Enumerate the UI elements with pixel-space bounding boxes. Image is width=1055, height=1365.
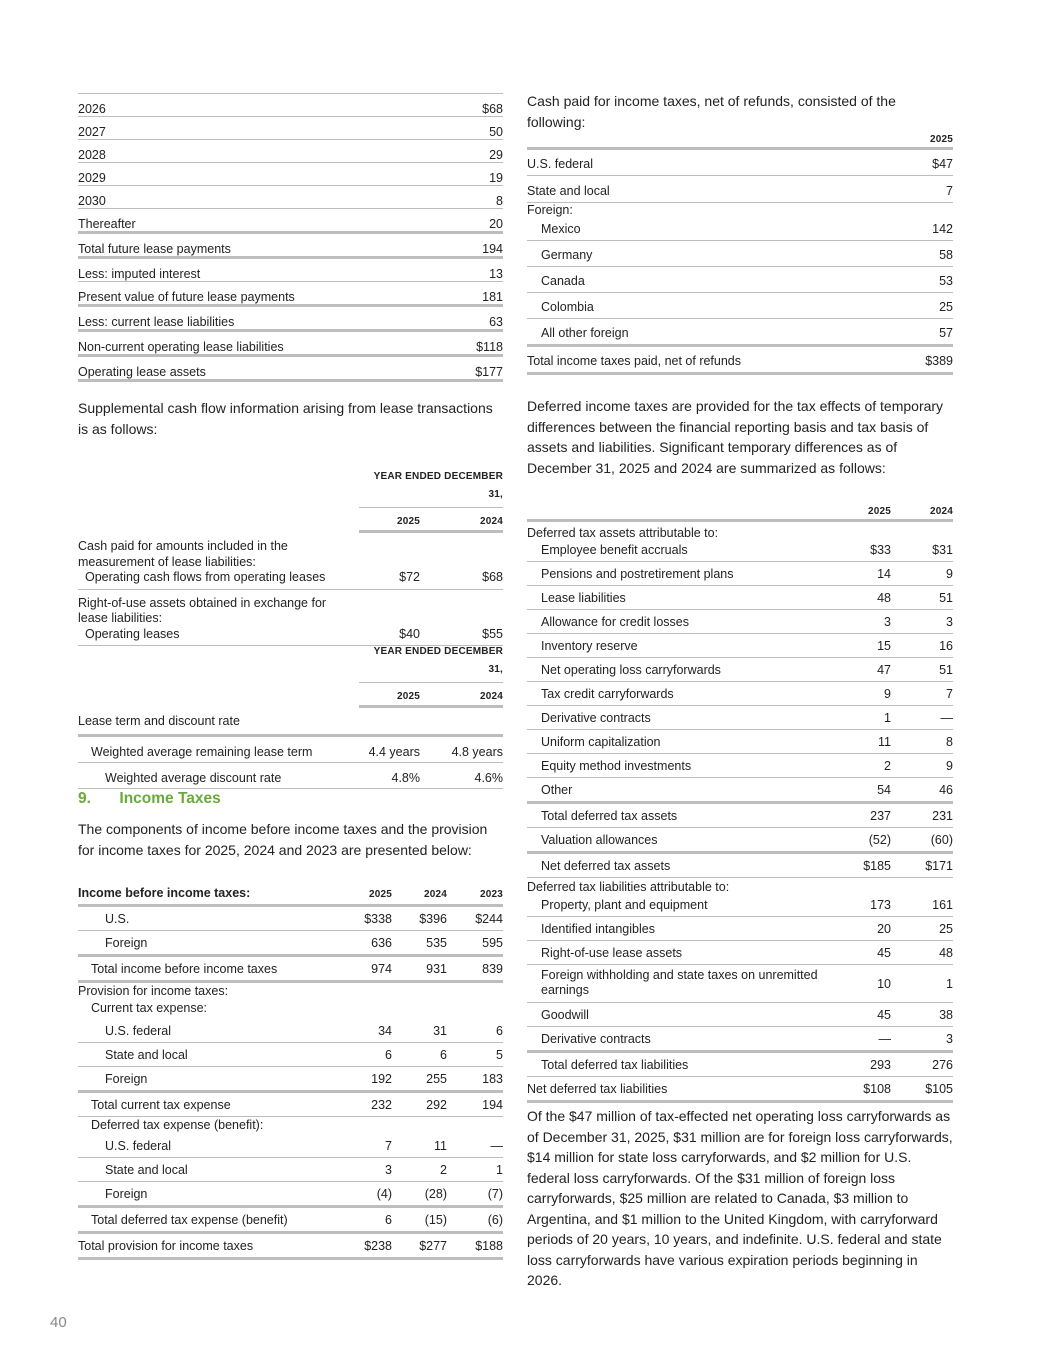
deferred-liab-row	[527, 1027, 953, 1053]
row-label: Valuation allowances	[541, 833, 658, 847]
lease-payment-row	[78, 306, 503, 331]
value-2024: 3	[946, 1032, 953, 1046]
lease-payment-row	[78, 117, 503, 140]
row-label: Uniform capitalization	[541, 735, 661, 749]
group2-2024: $55	[482, 626, 503, 641]
row-label: Colombia	[541, 300, 594, 314]
total-liab-row	[527, 1053, 953, 1077]
row-label: U.S. federal	[105, 1139, 172, 1153]
value-2025: $33	[870, 543, 891, 557]
row-label: Right-of-use lease assets	[541, 946, 683, 960]
row-value: 63	[455, 306, 503, 331]
value-2024: 4.8 years	[451, 745, 503, 759]
income-taxes-paragraph: The components of income before income taxes and the provision for income taxes for 2025, 2024 and 2023 are presented below:	[78, 821, 488, 858]
group2-line1: Right-of-use assets obtained in exchange for	[78, 595, 327, 610]
current-tax-row	[78, 1019, 503, 1043]
value-2025: 7	[385, 1139, 392, 1153]
deferred-asset-row	[527, 586, 953, 610]
row-label: 2026	[78, 94, 455, 117]
value-2025: 20	[877, 922, 891, 936]
row-label: U.S. federal	[527, 157, 594, 171]
row-value: 20	[455, 209, 503, 233]
value-2025: 47	[877, 663, 891, 677]
value-2024: 535	[426, 936, 447, 950]
lease-payment-row	[78, 140, 503, 163]
lease-payment-row	[78, 282, 503, 306]
value-2023: 839	[482, 962, 503, 976]
row-label: Total income before income taxes	[91, 962, 278, 976]
foreign-country-row	[527, 267, 953, 293]
row-label: 2029	[78, 163, 455, 186]
supplemental-paragraph: Supplemental cash flow information arising from lease transactions is as follows:	[78, 400, 493, 437]
value-2024: 51	[939, 663, 953, 677]
row-label: Pensions and postretirement plans	[541, 567, 734, 581]
value-2024: 6	[440, 1048, 447, 1062]
value-2024: $277	[419, 1239, 447, 1253]
row-label: Tax credit carryforwards	[541, 687, 674, 701]
lease-payment-row	[78, 186, 503, 209]
deferred-asset-row	[527, 610, 953, 634]
value-2024: 3	[946, 615, 953, 629]
col-2025: 2025	[396, 691, 420, 702]
deferred-asset-row	[527, 658, 953, 682]
deferred-asset-row	[527, 706, 953, 730]
row-label: Deferred tax expense (benefit):	[91, 1118, 264, 1132]
cash-paid-table	[527, 130, 953, 375]
value-2023: 183	[482, 1072, 503, 1086]
row-label: Employee benefit accruals	[541, 543, 688, 557]
row-label: Provision for income taxes:	[78, 984, 229, 998]
row-label: Allowance for credit losses	[541, 615, 689, 629]
row-value: 29	[455, 140, 503, 163]
row-value: 194	[455, 233, 503, 258]
row-value: $177	[455, 356, 503, 381]
value-2025: 6	[385, 1213, 392, 1227]
income-taxes-table	[78, 882, 503, 1260]
lease-term-table	[78, 641, 503, 789]
row-value: 19	[455, 163, 503, 186]
liab-label-row	[527, 878, 953, 898]
row-label: Income before income taxes:	[78, 886, 251, 900]
value-2024: (60)	[930, 833, 953, 847]
value-2025: 237	[870, 809, 891, 823]
total-provision-row	[78, 1234, 503, 1260]
group1-2024: $68	[482, 570, 503, 584]
lease-payment-row	[78, 163, 503, 186]
value-2024: 276	[932, 1058, 953, 1072]
row-label: Foreign	[105, 1072, 148, 1086]
us-federal-row	[527, 150, 953, 176]
lease-term-row	[78, 737, 503, 763]
row-label: Total income taxes paid, net of refunds	[527, 354, 742, 368]
row-label: Lease liabilities	[541, 591, 626, 605]
row-label: Other	[541, 783, 573, 797]
deferred-asset-row	[527, 562, 953, 586]
foreign-country-row	[527, 241, 953, 267]
value-2025: 48	[877, 591, 891, 605]
value-2025: 45	[877, 946, 891, 960]
row-label: Total deferred tax expense (benefit)	[91, 1213, 288, 1227]
value-2025: 636	[371, 936, 392, 950]
row-label: Total provision for income taxes	[78, 1239, 254, 1253]
value-2024: 4.6%	[474, 771, 503, 785]
value-2024: 25	[939, 922, 953, 936]
page-number: 40	[50, 1314, 67, 1331]
row-label: Total current tax expense	[91, 1098, 231, 1112]
row-label: Inventory reserve	[541, 639, 638, 653]
foreign-row	[78, 931, 503, 957]
value-2024: (15)	[424, 1213, 447, 1227]
lease-payment-row	[78, 258, 503, 282]
col-2025: 2025	[929, 134, 953, 145]
deferred-table	[527, 503, 953, 1103]
value-2024: 9	[946, 759, 953, 773]
row-label: Weighted average remaining lease term	[91, 745, 313, 759]
row-label: Net operating loss carryforwards	[541, 663, 721, 677]
row-value: 181	[455, 282, 503, 306]
value-2023: 595	[482, 936, 503, 950]
row-label: Deferred tax assets attributable to:	[527, 526, 719, 540]
value-2025: 4.4 years	[368, 745, 420, 759]
us-row	[78, 907, 503, 931]
deferred-liab-row	[527, 917, 953, 941]
foreign-country-row	[527, 293, 953, 319]
value-2025: 9	[884, 687, 891, 701]
net-assets-row	[527, 854, 953, 878]
value-2025: 10	[877, 977, 891, 991]
value-2024: 38	[939, 1008, 953, 1022]
value-2025: —	[878, 1032, 891, 1046]
row-label: 2030	[78, 186, 455, 209]
value-2025: 34	[378, 1024, 392, 1038]
value-2025: 1	[884, 711, 891, 725]
value-2024: 231	[932, 809, 953, 823]
row-label: Derivative contracts	[541, 711, 651, 725]
row-value: $47	[932, 157, 953, 171]
foreign-country-row	[527, 221, 953, 241]
row-label: Foreign	[105, 1187, 148, 1201]
row-label: 2028	[78, 140, 455, 163]
value-2025: 3	[884, 615, 891, 629]
provision-label-row	[78, 983, 503, 1002]
value-2025: 3	[385, 1163, 392, 1177]
income-header-row	[78, 882, 503, 907]
row-value: 53	[939, 274, 953, 288]
value-2024: 161	[932, 898, 953, 912]
row-label: Current tax expense:	[91, 1001, 208, 1015]
lease-payment-row	[78, 356, 503, 381]
row-value: $118	[455, 331, 503, 356]
deferred-tax-row	[78, 1158, 503, 1182]
foreign-label-row	[527, 203, 953, 221]
value-2023: 6	[496, 1024, 503, 1038]
lease-term-heading: Lease term and discount rate	[78, 708, 503, 737]
closing-paragraph: Of the $47 million of tax-effected net operating loss carryforwards as of December 31, 2025, $31 million are for foreign loss carryforwards, $14 million for state loss carryforwards, and $2 million for U.S. federal loss carryforwards. Of the $31 million of foreign loss carryforwards, $25 million are related to Canada, $3 million to Argentina, and $1 million to the United Kingdom, with carryforward periods of 20 years, 10 years, and indefinite. U.S. federal and state loss carryforwards have various expiration periods beginning in 2026.	[527, 1108, 953, 1288]
value-2024: 11	[434, 1139, 447, 1153]
deferred-asset-row	[527, 682, 953, 706]
lease-payments-table	[78, 93, 503, 382]
value-2024: 292	[426, 1098, 447, 1112]
row-label: Foreign:	[527, 203, 573, 217]
lease-payment-row	[78, 233, 503, 258]
value-2024: $171	[925, 859, 953, 873]
value-2025: $185	[863, 859, 891, 873]
row-label: Total deferred tax assets	[541, 809, 678, 823]
value-2023: (6)	[487, 1213, 503, 1227]
value-2024: 9	[946, 567, 953, 581]
row-value: 25	[939, 300, 953, 314]
row-label: Thereafter	[78, 209, 455, 233]
lease-payment-row	[78, 209, 503, 233]
deferred-asset-row	[527, 544, 953, 562]
row-label: Net deferred tax liabilities	[527, 1082, 668, 1096]
deferred-tax-row	[78, 1136, 503, 1158]
row-value: 50	[455, 117, 503, 140]
period-header: YEAR ENDED DECEMBER 31,	[373, 471, 503, 500]
row-value: $68	[455, 94, 503, 117]
value-2023: 5	[496, 1048, 503, 1062]
row-label: Foreign withholding and state taxes on unremitted earnings	[541, 968, 818, 997]
supplemental-group-1	[78, 533, 503, 590]
group1-item: Operating cash flows from operating leases	[85, 570, 326, 584]
value-2023: $188	[475, 1239, 503, 1253]
current-tax-row	[78, 1043, 503, 1067]
group2-item: Operating leases	[85, 626, 180, 641]
value-2025: 192	[371, 1072, 392, 1086]
value-2025: 2	[884, 759, 891, 773]
value-2024: 255	[426, 1072, 447, 1086]
row-label: State and local	[105, 1048, 188, 1062]
total-income-row	[78, 957, 503, 983]
col-2025: 2025	[867, 506, 891, 517]
value-2025: $108	[863, 1082, 891, 1096]
row-label: Germany	[541, 248, 593, 262]
deferred-liab-row	[527, 1003, 953, 1027]
row-label: Canada	[541, 274, 585, 288]
value-2024: 2	[440, 1163, 447, 1177]
value-2024: 7	[946, 687, 953, 701]
value-2024: 16	[939, 639, 953, 653]
value-2025: 293	[870, 1058, 891, 1072]
row-label: 2027	[78, 117, 455, 140]
row-label: Less: imputed interest	[78, 258, 455, 282]
cash-paid-paragraph: Cash paid for income taxes, net of refunds, consisted of the following:	[527, 93, 896, 130]
deferred-label-row	[78, 1117, 503, 1136]
section-number: 9.	[78, 790, 91, 807]
row-label: Equity method investments	[541, 759, 692, 773]
row-label: State and local	[105, 1163, 188, 1177]
row-label: Derivative contracts	[541, 1032, 651, 1046]
total-current-row	[78, 1093, 503, 1117]
value-2024: 48	[939, 946, 953, 960]
value-2024: $396	[419, 912, 447, 926]
value-2024: 8	[946, 735, 953, 749]
current-tax-row	[78, 1067, 503, 1093]
value-2025: 54	[877, 783, 891, 797]
assets-label-row	[527, 522, 953, 544]
value-2024: 46	[939, 783, 953, 797]
value-2025: 4.8%	[391, 771, 420, 785]
group1-line1: Cash paid for amounts included in the	[78, 539, 288, 553]
deferred-liab-row	[527, 898, 953, 917]
row-value: 8	[455, 186, 503, 209]
value-2025: 6	[385, 1048, 392, 1062]
value-2024: $31	[932, 543, 953, 557]
deferred-liab-row	[527, 965, 953, 1003]
supplemental-table	[78, 466, 503, 646]
current-label-row	[78, 1002, 503, 1019]
value-2024: 1	[946, 977, 953, 991]
lease-term-row	[78, 763, 503, 789]
value-2025: (4)	[376, 1187, 392, 1201]
col-2024: 2024	[479, 516, 503, 527]
deferred-liab-row	[527, 941, 953, 965]
value-2025: 232	[371, 1098, 392, 1112]
row-value: $389	[925, 354, 953, 368]
value-2023: $244	[475, 912, 503, 926]
value-2024: 31	[433, 1024, 447, 1038]
col-2024: 2024	[929, 506, 953, 517]
value-2024: 931	[426, 962, 447, 976]
deferred-asset-row	[527, 754, 953, 778]
valuation-row	[527, 828, 953, 854]
value-2024: —	[940, 711, 953, 725]
value-2025: 15	[877, 639, 891, 653]
col-2024: 2024	[479, 691, 503, 702]
deferred-tax-row	[78, 1182, 503, 1208]
value-2024: $105	[925, 1082, 953, 1096]
deferred-asset-row	[527, 730, 953, 754]
value-2025: 14	[877, 567, 891, 581]
total-deferred-row	[78, 1208, 503, 1234]
value-2024: (28)	[424, 1187, 447, 1201]
row-label: Goodwill	[541, 1008, 589, 1022]
supplemental-group-2	[78, 590, 503, 647]
value-2024: 51	[939, 591, 953, 605]
value-2025: (52)	[868, 833, 891, 847]
row-label: State and local	[527, 184, 610, 198]
deferred-asset-row	[527, 634, 953, 658]
value-2023: 194	[482, 1098, 503, 1112]
total-paid-row	[527, 347, 953, 375]
value-2025: $338	[364, 912, 392, 926]
row-label: U.S. federal	[105, 1024, 172, 1038]
row-label: All other foreign	[541, 326, 629, 340]
row-label: Present value of future lease payments	[78, 282, 455, 306]
row-label: Total future lease payments	[78, 233, 455, 258]
row-value: 57	[939, 326, 953, 340]
row-label: Identified intangibles	[541, 922, 655, 936]
period-header-2: YEAR ENDED DECEMBER 31,	[373, 646, 503, 675]
deferred-asset-row	[527, 778, 953, 804]
col-2023: 2023	[479, 889, 503, 900]
lease-payment-row	[78, 331, 503, 356]
row-label: Total deferred tax liabilities	[541, 1058, 689, 1072]
row-label: Non-current operating lease liabilities	[78, 331, 455, 356]
row-value: 58	[939, 248, 953, 262]
value-2023: 1	[496, 1163, 503, 1177]
row-value: 142	[932, 222, 953, 236]
row-label: Deferred tax liabilities attributable to:	[527, 880, 730, 894]
row-value: 13	[455, 258, 503, 282]
col-2025: 2025	[396, 516, 420, 527]
row-value: 7	[946, 184, 953, 198]
total-assets-row	[527, 804, 953, 828]
value-2023: (7)	[487, 1187, 503, 1201]
group2-2025: $40	[399, 626, 420, 641]
col-2024: 2024	[423, 889, 447, 900]
value-2025: 11	[878, 735, 891, 749]
value-2025: 45	[877, 1008, 891, 1022]
lease-payment-row	[78, 94, 503, 117]
group1-2025: $72	[399, 570, 420, 584]
section-heading: Income Taxes	[119, 790, 221, 807]
row-label: Less: current lease liabilities	[78, 306, 455, 331]
row-label: U.S.	[105, 912, 130, 926]
col-2025: 2025	[368, 889, 392, 900]
state-local-row	[527, 176, 953, 203]
group1-line2: measurement of lease liabilities:	[78, 554, 256, 569]
net-liab-row	[527, 1077, 953, 1103]
row-label: Operating lease assets	[78, 356, 455, 381]
row-label: Weighted average discount rate	[105, 771, 282, 785]
group2-line2: lease liabilities:	[78, 611, 163, 625]
row-label: Net deferred tax assets	[541, 859, 671, 873]
row-label: Foreign	[105, 936, 148, 950]
foreign-country-row	[527, 319, 953, 347]
value-2023: —	[490, 1139, 503, 1153]
value-2025: 974	[371, 962, 392, 976]
row-label: Property, plant and equipment	[541, 898, 708, 912]
value-2025: 173	[870, 898, 891, 912]
section-title	[78, 790, 503, 808]
value-2025: $238	[364, 1239, 392, 1253]
row-label: Mexico	[541, 222, 581, 236]
deferred-paragraph: Deferred income taxes are provided for the tax effects of temporary differences between the financial reporting basis and tax basis of assets and liabilities. Significant temporary differences as of December 31, 2025 and 2024 are summarized as follows:	[527, 398, 944, 476]
